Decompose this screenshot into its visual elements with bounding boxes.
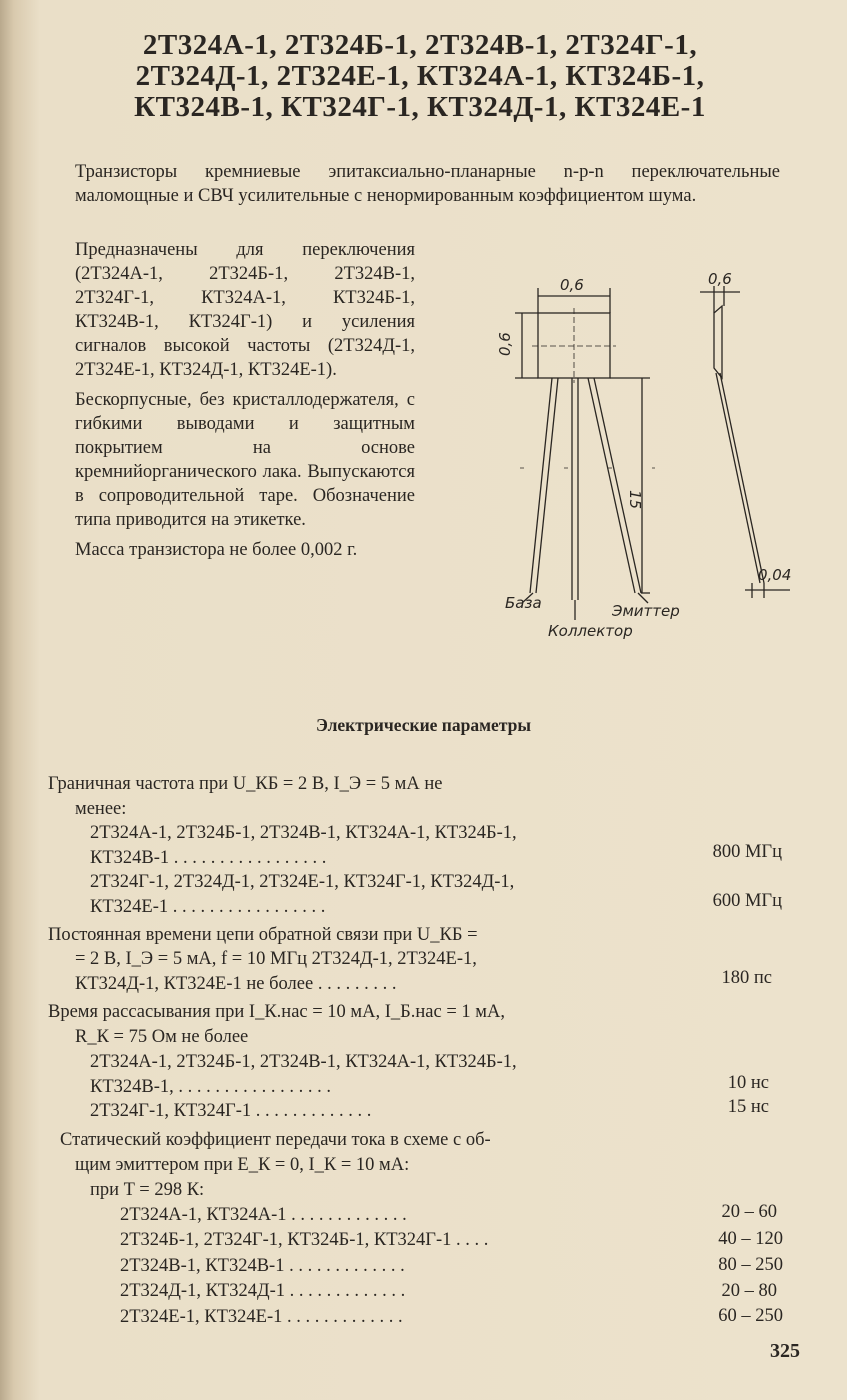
purpose-paragraph: Предназначены для переключения (2Т324А-1, 2Т324Б-1, 2Т324В-1, 2Т324Г-1, КТ324А-1, КТ324Б-1, КТ324В-1, КТ324Г-1) и усиления сигналов высокой частоты (2Т324Д-1, 2Т324Е-1, КТ324Д-1, КТ324Е-1).: [75, 240, 415, 380]
intro-paragraph: Транзисторы кремниевые эпитаксиально-планарные n-p-n переключательные маломощные и СВЧ усилительные с ненормированным коэффициентом шума.: [75, 162, 780, 206]
param-line: КТ324В-1 . . . . . . . . . . . . . . . . .: [90, 848, 327, 868]
param-value: 40 – 120: [718, 1229, 783, 1249]
param-line: КТ324В-1, . . . . . . . . . . . . . . . . .: [90, 1077, 332, 1097]
param-line: КТ324Е-1 . . . . . . . . . . . . . . . . .: [90, 897, 326, 917]
param-line: Постоянная времени цепи обратной связи при U_КБ =: [48, 925, 478, 945]
param-value: 20 – 60: [721, 1202, 777, 1222]
param-line: при T = 298 К:: [90, 1180, 205, 1200]
param-line: 2Т324Д-1, КТ324Д-1 . . . . . . . . . . . . .: [120, 1281, 406, 1301]
title-line: 2Т324А-1, 2Т324Б-1, 2Т324В-1, 2Т324Г-1,: [142, 29, 698, 61]
param-line: щим эмиттером при E_К = 0, I_К = 10 мА:: [75, 1155, 410, 1175]
description-column: [75, 238, 415, 568]
param-line: Статический коэффициент передачи тока в схеме с об-: [60, 1130, 491, 1150]
param-line: 2Т324Г-1, 2Т324Д-1, 2Т324Е-1, КТ324Г-1, КТ324Д-1,: [90, 872, 515, 892]
title-line: 2Т324Д-1, 2Т324Е-1, КТ324А-1, КТ324Б-1,: [135, 60, 705, 92]
section-title: Электрические параметры: [315, 715, 532, 735]
param-line: R_К = 75 Ом не более: [75, 1027, 249, 1047]
param-line: Граничная частота при U_КБ = 2 В, I_Э = 5 мА не: [48, 774, 443, 794]
label-emitter: Эмиттер: [612, 602, 680, 620]
param-line: = 2 В, I_Э = 5 мА, f = 10 МГц 2Т324Д-1, 2Т324Е-1,: [75, 949, 477, 969]
emitter-lead: [588, 378, 635, 593]
param-line: 2Т324Б-1, 2Т324Г-1, КТ324Б-1, КТ324Г-1 . . . .: [120, 1230, 489, 1250]
param-line: Время рассасывания при I_К.нас = 10 мА, I_Б.нас = 1 мА,: [48, 1002, 505, 1022]
side-lead: [716, 373, 760, 583]
label-base: База: [505, 594, 542, 612]
label-collector: Коллектор: [548, 622, 633, 640]
design-paragraph: Бескорпусные, без кристаллодержателя, с гибкими выводами и защитным покрытием на основе кремнийорганического лака. Выпускаются в сопроводительной таре. Обозначение типа приводится на этикетке.: [75, 390, 415, 530]
param-value: 180 пс: [721, 968, 772, 988]
dim-width-side: 0,6: [708, 270, 732, 288]
dim-lead-thickness: 0,04: [758, 566, 792, 584]
param-value: 800 МГц: [712, 842, 782, 862]
title-line: КТ324В-1, КТ324Г-1, КТ324Д-1, КТ324Е-1: [134, 91, 706, 123]
dim-lead-length: 15: [626, 490, 644, 510]
param-value: 80 – 250: [718, 1255, 783, 1275]
param-line: 2Т324В-1, КТ324В-1 . . . . . . . . . . . . .: [120, 1256, 405, 1276]
base-lead: [530, 378, 552, 593]
param-value: 600 МГц: [712, 891, 782, 911]
param-line: 2Т324А-1, 2Т324Б-1, 2Т324В-1, КТ324А-1, КТ324Б-1,: [90, 823, 517, 843]
param-line: КТ324Д-1, КТ324Е-1 не более . . . . . . . . .: [75, 974, 397, 994]
dim-width-front: 0,6: [560, 276, 584, 294]
mass-paragraph: Масса транзистора не более 0,002 г.: [75, 540, 358, 560]
param-line: 2Т324А-1, 2Т324Б-1, 2Т324В-1, КТ324А-1, КТ324Б-1,: [90, 1052, 517, 1072]
dim-height: 0,6: [496, 332, 514, 356]
param-value: 15 нс: [727, 1097, 769, 1117]
page-number: 325: [770, 1340, 800, 1362]
param-value: 10 нс: [727, 1073, 769, 1093]
transistor-outline-drawing: [460, 258, 830, 658]
param-line: 2Т324А-1, КТ324А-1 . . . . . . . . . . . . .: [120, 1205, 407, 1225]
chip-body-side: [714, 306, 722, 378]
param-value: 60 – 250: [718, 1306, 783, 1326]
outline-svg: [460, 258, 830, 658]
param-line: 2Т324Е-1, КТ324Е-1 . . . . . . . . . . . . .: [120, 1307, 403, 1327]
param-line: 2Т324Г-1, КТ324Г-1 . . . . . . . . . . . . .: [90, 1101, 372, 1121]
param-line: менее:: [75, 799, 127, 819]
page-title: [60, 30, 780, 123]
param-value: 20 – 80: [721, 1281, 777, 1301]
